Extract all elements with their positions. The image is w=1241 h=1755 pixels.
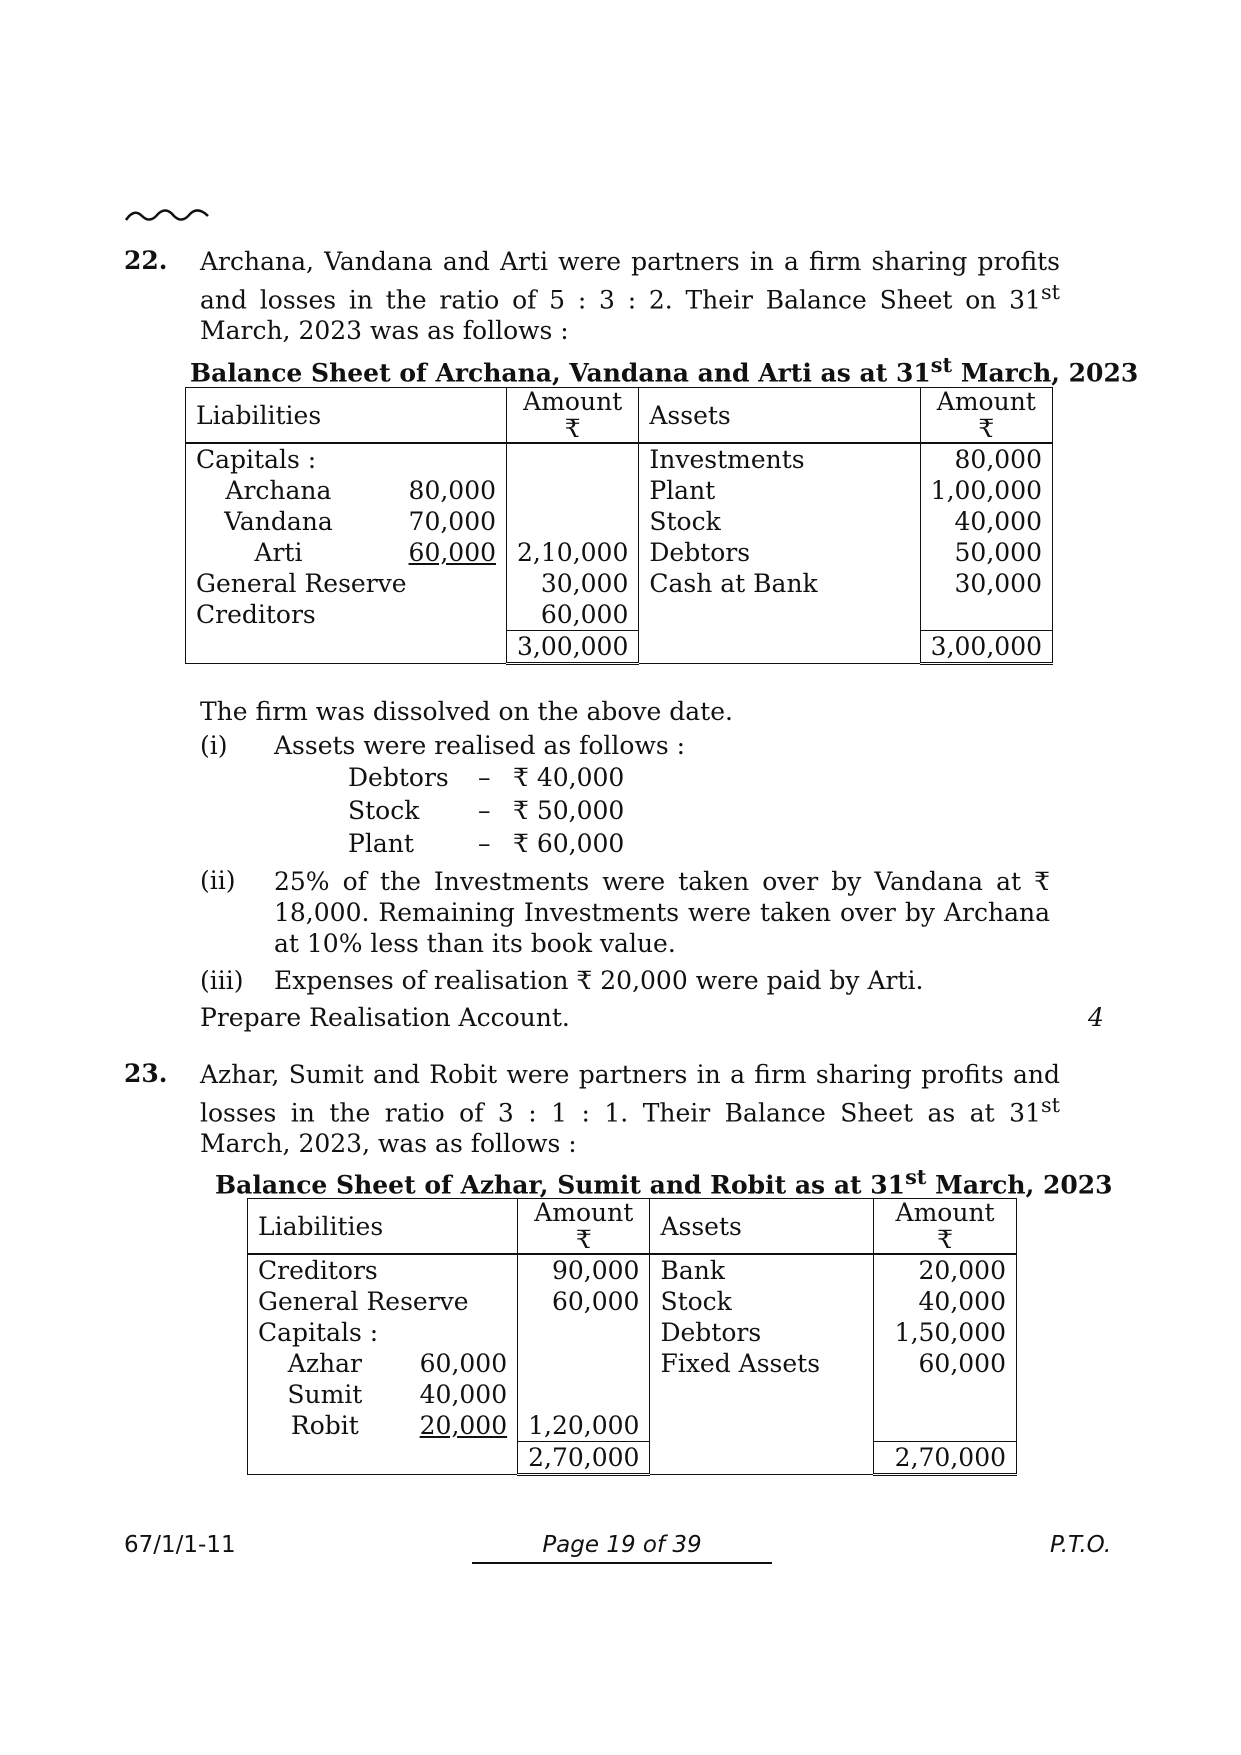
- pto-label: P.T.O.: [1050, 1532, 1112, 1558]
- table-row: [186, 599, 1053, 631]
- realised-dash: –: [478, 829, 491, 858]
- realised-list: [348, 761, 624, 860]
- question-intro: [200, 1059, 1060, 1159]
- table-row: [186, 537, 1053, 568]
- intro-sup: st: [1040, 280, 1060, 304]
- table-row: [186, 568, 1053, 599]
- capital-total: 2,10,000: [507, 537, 639, 568]
- prepare-instruction: Prepare Realisation Account.: [200, 1003, 570, 1032]
- asset-amount: 40,000: [920, 506, 1052, 537]
- realised-name: Stock: [348, 796, 420, 825]
- table-header: [186, 388, 1053, 444]
- total-row: [248, 1442, 1017, 1475]
- question-number: 22.: [124, 246, 168, 275]
- page-number: [472, 1532, 772, 1564]
- realised-amount: ₹ 50,000: [513, 796, 625, 825]
- table-row: [186, 443, 1053, 475]
- asset-name: Debtors: [650, 1317, 874, 1348]
- realised-name: Plant: [348, 829, 414, 858]
- table-row: [186, 475, 1053, 506]
- rupee-icon: ₹: [564, 414, 581, 443]
- creditors-amount: 60,000: [507, 599, 639, 631]
- creditors-label: Creditors: [196, 600, 316, 629]
- amount-header: [507, 388, 639, 444]
- partner-name: Vandana: [224, 507, 333, 536]
- asset-name: Bank: [650, 1254, 874, 1286]
- assets-header: Assets: [639, 388, 920, 444]
- creditors-amount: 90,000: [518, 1254, 650, 1286]
- table-header: [248, 1199, 1017, 1255]
- amount-header-text: Amount: [936, 387, 1036, 416]
- total-row: [186, 631, 1053, 664]
- squiggle-ornament-icon: [124, 204, 214, 226]
- partner-amount: 70,000: [408, 507, 497, 536]
- partner-amount: 20,000: [419, 1411, 508, 1440]
- assets-header: Assets: [650, 1199, 874, 1255]
- partner-name: Azhar: [287, 1349, 362, 1378]
- amount-header: [874, 1199, 1017, 1255]
- bs-title-text: Balance Sheet of Azhar, Sumit and Robit as at 31: [215, 1170, 906, 1200]
- item-i-number: (i): [200, 731, 228, 760]
- table-row: [248, 1254, 1017, 1286]
- paper-code: 67/1/1-11: [124, 1532, 236, 1558]
- realised-dash: –: [478, 763, 491, 792]
- partner-name: Arti: [254, 538, 303, 567]
- liabilities-header: Liabilities: [248, 1199, 518, 1255]
- asset-name: Fixed Assets: [650, 1348, 874, 1379]
- bs-title-end: March, 2023: [952, 358, 1139, 388]
- general-reserve-amount: 30,000: [507, 568, 639, 599]
- intro-text-end: March, 2023, was as follows :: [200, 1129, 577, 1159]
- realised-amount: ₹ 60,000: [513, 829, 625, 858]
- liabilities-header: Liabilities: [186, 388, 507, 444]
- list-item: [348, 827, 624, 860]
- balance-sheet-table: [247, 1198, 1017, 1476]
- asset-amount: 40,000: [874, 1286, 1017, 1317]
- capitals-label: Capitals :: [258, 1318, 379, 1347]
- asset-name: Stock: [639, 506, 920, 537]
- item-iii-text: Expenses of realisation ₹ 20,000 were paid by Arti.: [274, 966, 924, 995]
- capital-total: 1,20,000: [518, 1410, 650, 1442]
- balance-sheet-table: [185, 387, 1053, 665]
- total-amount: 3,00,000: [507, 631, 639, 664]
- table-row: [248, 1379, 1017, 1410]
- dissolved-text: The firm was dissolved on the above date.: [200, 697, 733, 726]
- item-ii-text: 25% of the Investments were taken over by Vandana at ₹ 18,000. Remaining Investments were taken over by Archana at 10% less than its book value.: [274, 867, 1050, 958]
- partner-amount: 60,000: [419, 1349, 508, 1378]
- asset-name: Stock: [650, 1286, 874, 1317]
- partner-name: Sumit: [287, 1380, 363, 1409]
- list-item: [348, 794, 624, 827]
- asset-amount: 1,00,000: [920, 475, 1052, 506]
- table-row: [186, 506, 1053, 537]
- general-reserve-label: General Reserve: [196, 569, 407, 598]
- total-amount: 3,00,000: [920, 631, 1052, 664]
- item-iii-number: (iii): [200, 966, 244, 995]
- asset-amount: 20,000: [874, 1254, 1017, 1286]
- asset-amount: 80,000: [920, 443, 1052, 475]
- asset-amount: 1,50,000: [874, 1317, 1017, 1348]
- asset-amount: 60,000: [874, 1348, 1017, 1379]
- rupee-icon: ₹: [937, 1225, 954, 1254]
- item-i-text: Assets were realised as follows :: [274, 731, 686, 760]
- amount-header-text: Amount: [534, 1198, 634, 1227]
- table-row: [248, 1348, 1017, 1379]
- marks: 4: [1088, 1003, 1104, 1032]
- total-amount: 2,70,000: [518, 1442, 650, 1475]
- bs-title-sup: st: [905, 1164, 927, 1189]
- item-ii-number: (ii): [200, 866, 236, 895]
- realised-amount: ₹ 40,000: [513, 763, 625, 792]
- balance-sheet-title: [190, 352, 1138, 387]
- asset-name: Plant: [639, 475, 920, 506]
- bs-title-sup: st: [930, 352, 953, 377]
- amount-header-text: Amount: [523, 387, 623, 416]
- question-intro: [200, 246, 1060, 346]
- rupee-icon: ₹: [978, 414, 995, 443]
- amount-header-text: Amount: [895, 1198, 995, 1227]
- intro-text-end: March, 2023 was as follows :: [200, 316, 569, 346]
- asset-amount: 50,000: [920, 537, 1052, 568]
- intro-sup: st: [1040, 1093, 1060, 1117]
- page-number-text: Page 19 of 39: [542, 1532, 702, 1558]
- balance-sheet-title: [215, 1164, 1113, 1199]
- asset-name: Investments: [639, 443, 920, 475]
- intro-text: Archana, Vandana and Arti were partners in a firm sharing profits and losses in the ratio of 5 : 3 : 2. Their Balance Sheet on 31: [200, 247, 1060, 315]
- general-reserve-label: General Reserve: [258, 1287, 469, 1316]
- creditors-label: Creditors: [258, 1256, 378, 1285]
- table-row: [248, 1410, 1017, 1442]
- bs-title-end: March, 2023: [926, 1170, 1113, 1200]
- amount-header: [920, 388, 1052, 444]
- amount-header: [518, 1199, 650, 1255]
- list-item: [348, 761, 624, 794]
- realised-name: Debtors: [348, 763, 449, 792]
- partner-amount: 40,000: [419, 1380, 508, 1409]
- asset-name: Cash at Bank: [639, 568, 920, 599]
- rupee-icon: ₹: [575, 1225, 592, 1254]
- partner-amount: 80,000: [408, 476, 497, 505]
- asset-name: Debtors: [639, 537, 920, 568]
- partner-name: Archana: [225, 476, 332, 505]
- table-row: [248, 1317, 1017, 1348]
- asset-amount: 30,000: [920, 568, 1052, 599]
- table-row: [248, 1286, 1017, 1317]
- total-amount: 2,70,000: [874, 1442, 1017, 1475]
- capitals-label: Capitals :: [196, 445, 317, 474]
- realised-dash: –: [478, 796, 491, 825]
- partner-amount: 60,000: [408, 538, 497, 567]
- question-number: 23.: [124, 1059, 168, 1088]
- intro-text: Azhar, Sumit and Robit were partners in a firm sharing profits and losses in the ratio of 3 : 1 : 1. Their Balance Sheet as at 31: [200, 1060, 1060, 1128]
- bs-title-text: Balance Sheet of Archana, Vandana and Arti as at 31: [190, 358, 931, 388]
- general-reserve-amount: 60,000: [518, 1286, 650, 1317]
- partner-name: Robit: [290, 1411, 359, 1440]
